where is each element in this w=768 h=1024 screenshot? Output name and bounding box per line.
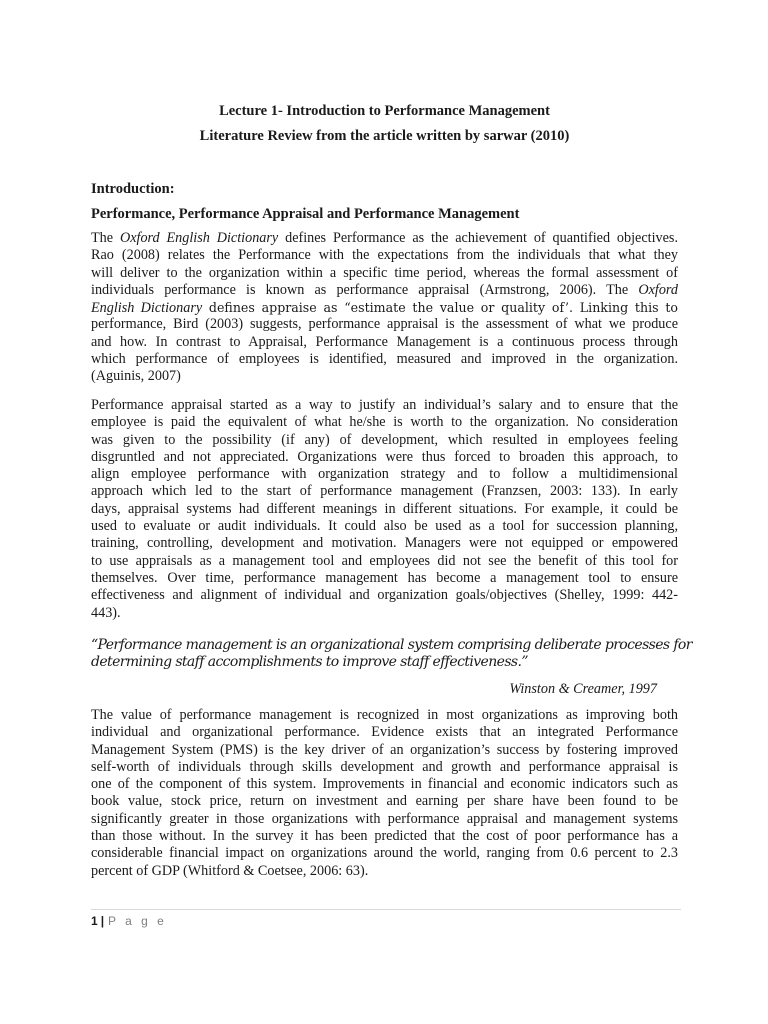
page-number: 1 [91, 914, 98, 928]
paragraph-line: individual and organizational performance. Evidence exists that an integrated Performance [91, 724, 678, 741]
paragraph-line: individuals performance is known as performance appraisal (Armstrong, 2006). The Oxford [91, 281, 678, 298]
paragraph-line: used to evaluate or audit individuals. It could also be used as a tool for succession planning, [91, 518, 678, 535]
paragraph-line: 443). [91, 604, 121, 621]
paragraph-line: employee is paid the equivalent of what he/she is worth to the organization. No consideration [91, 414, 678, 431]
section-heading: Introduction: [91, 181, 175, 197]
paragraph-3 [91, 707, 678, 880]
paragraph-line: self-worth of individuals through skills development and growth and performance appraisal is [91, 758, 678, 775]
paragraph-line: than those without. In the survey it has been predicted that the cost of poor performance has a [91, 828, 678, 845]
page-label: P a g e [108, 914, 167, 928]
paragraph-line: themselves. Over time, performance management has become a management tool to ensure [91, 569, 678, 586]
paragraph-line: Management System (PMS) is the key driver of an organization’s success by fostering improved [91, 741, 678, 758]
paragraph-line: training, controlling, development and motivation. Managers were not equipped or empowered [91, 535, 678, 552]
paragraph-line: approach which led to the start of performance management (Franzsen, 2003: 133). In early [91, 483, 678, 500]
paragraph-line: will deliver to the organization within a specific time period, whereas the formal assessment of [91, 264, 678, 281]
paragraph-line: book value, stock price, return on investment and earning per share have been found to be [91, 793, 678, 810]
paragraph-line: considerable financial impact on organizations around the world, ranging from 0.6 percent to 2.3 [91, 845, 678, 862]
paragraph-line: disgruntled and not appreciated. Organizations were thus forced to broaden this approach, to [91, 448, 678, 465]
paragraph-line: significantly greater in those organizations with performance appraisal and management systems [91, 810, 678, 827]
paragraph-line: and how. In contrast to Appraisal, Performance Management is a continuous process through [91, 333, 678, 350]
paragraph-line: percent of GDP (Whitford & Coetsee, 2006: 63). [91, 862, 369, 879]
footer-separator: | [100, 914, 105, 928]
page-title: Lecture 1- Introduction to Performance Management [219, 103, 550, 119]
quote-attribution: Winston & Creamer, 1997 [509, 681, 657, 697]
page-footer [91, 913, 167, 929]
paragraph-line: Performance appraisal started as a way to justify an individual’s salary and to ensure that the [91, 397, 678, 413]
paragraph-line: determining staff accomplishments to improve staff effectiveness.” [91, 654, 528, 671]
footer-divider [91, 909, 681, 910]
paragraph-line: performance, Bird (2003) suggests, performance appraisal is the assessment of what we produce [91, 316, 678, 333]
subsection-heading: Performance, Performance Appraisal and Performance Management [91, 206, 520, 222]
paragraph-line: which performance of employees is identified, measured and improved in the organization. [91, 351, 678, 368]
paragraph-line: days, appraisal systems had different meanings in different situations. For example, it could be [91, 500, 678, 517]
paragraph-line: The value of performance management is recognized in most organizations as improving both [91, 707, 678, 723]
paragraph-1 [91, 230, 678, 386]
paragraph-line: Rao (2008) relates the Performance with the expectations from the individuals that what they [91, 247, 678, 264]
paragraph-line: (Aguinis, 2007) [91, 368, 181, 385]
paragraph-line: effectiveness and alignment of individual and organization goals/objectives (Shelley, 1999: 442- [91, 587, 678, 604]
paragraph-line: The Oxford English Dictionary defines Performance as the achievement of quantified objectives. [91, 230, 678, 246]
paragraph-line: was given to the possibility (if any) of development, which resulted in employees feeling [91, 431, 678, 448]
paragraph-line: “Performance management is an organizational system comprising deliberate processes for [91, 637, 692, 653]
block-quote [91, 637, 692, 672]
paragraph-line: to use appraisals as a management tool and employees did not see the benefit of this tool for [91, 552, 678, 569]
paragraph-line: align employee performance with organization strategy and to follow a multidimensional [91, 466, 678, 483]
paragraph-line: one of the component of this system. Improvements in financial and economic indicators such as [91, 776, 678, 793]
page-subtitle: Literature Review from the article written by sarwar (2010) [199, 128, 570, 144]
paragraph-2 [91, 397, 678, 622]
paragraph-line: English Dictionary defines appraise as “estimate the value or quality of’. Linking this to [91, 300, 678, 317]
